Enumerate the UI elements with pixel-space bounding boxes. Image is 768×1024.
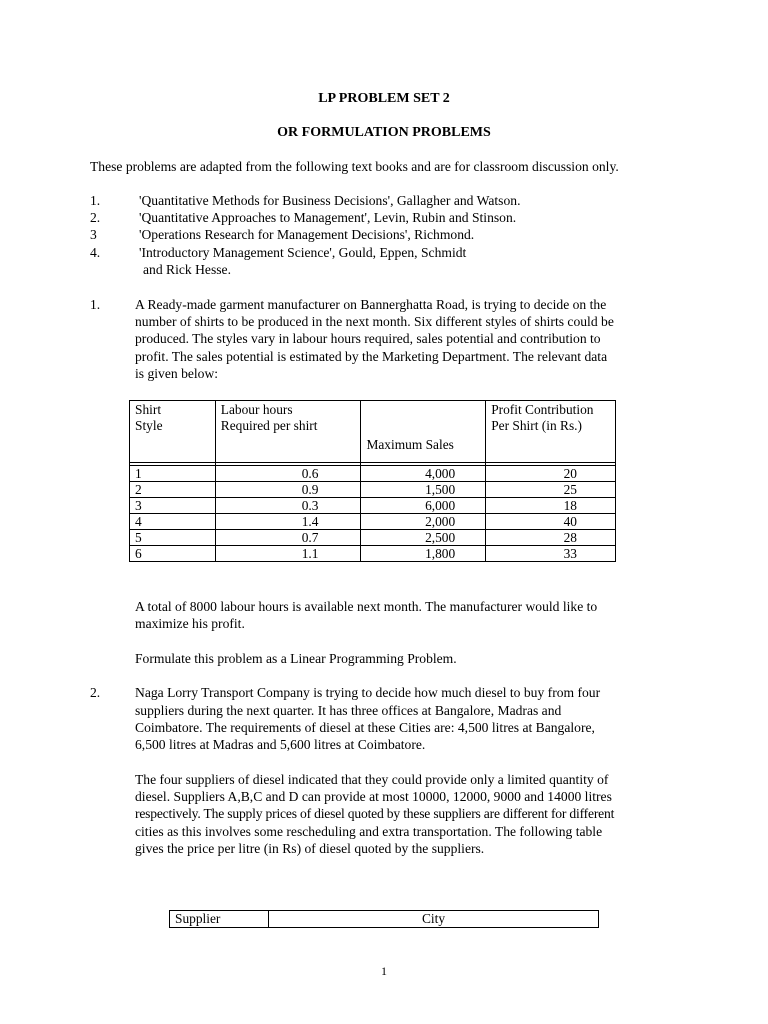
header-line: Shirt	[135, 402, 162, 417]
shirt-data-table	[129, 400, 616, 562]
cell-style: 4	[130, 514, 216, 530]
reference-number: 1.	[90, 193, 101, 208]
reference-number: 4.	[90, 245, 101, 260]
header-profit-contribution	[486, 401, 616, 463]
header-line: Profit Contribution	[491, 402, 594, 417]
header-line: Labour hours	[220, 402, 293, 417]
paragraph-line: cities as this involves some rescheduling and extra transportation. The following table	[135, 824, 603, 839]
reference-text: 'Quantitative Methods for Business Decisions', Gallagher and Watson.	[139, 193, 521, 208]
page-number: 1	[381, 964, 387, 978]
header-line: Per Shirt (in Rs.)	[491, 418, 582, 433]
paragraph-line: 6,500 litres at Madras and 5,600 litres at Coimbatore.	[135, 737, 426, 752]
table-row	[130, 482, 616, 498]
paragraph-line: number of shirts to be produced in the next month. Six different styles of shirts could be	[135, 314, 614, 329]
header-shirt-style	[130, 401, 216, 463]
cell-profit: 33	[486, 546, 616, 562]
reference-number: 3	[90, 227, 97, 242]
cell-sales: 6,000	[361, 498, 486, 514]
reference-text: 'Operations Research for Management Decisions', Richmond.	[139, 227, 475, 242]
cell-sales: 2,000	[361, 514, 486, 530]
reference-text: 'Quantitative Approaches to Management', Levin, Rubin and Stinson.	[139, 210, 517, 225]
header-maximum-sales	[361, 401, 486, 463]
intro-text: These problems are adapted from the following text books and are for classroom discussion only.	[90, 159, 619, 174]
header-line: Style	[135, 418, 163, 433]
paragraph-line: Naga Lorry Transport Company is trying to decide how much diesel to buy from four	[135, 685, 601, 700]
paragraph-line: A Ready-made garment manufacturer on Bannerghatta Road, is trying to decide on the	[135, 297, 607, 312]
paragraph-line: is given below:	[135, 366, 219, 381]
paragraph-line: produced. The styles vary in labour hours required, sales potential and contribution to	[135, 331, 601, 346]
header-line: Required per shirt	[220, 418, 318, 433]
cell-style: 2	[130, 482, 216, 498]
paragraph-line: diesel. Suppliers A,B,C and D can provide at most 10000, 12000, 9000 and 14000 litres	[135, 789, 612, 804]
cell-sales: 4,000	[361, 466, 486, 482]
reference-text: 'Introductory Management Science', Gould, Eppen, Schmidt	[139, 245, 467, 260]
diesel-price-table	[169, 910, 599, 928]
problem-number: 1.	[90, 297, 101, 312]
cell-profit: 20	[486, 466, 616, 482]
cell-labour: 1.4	[215, 514, 361, 530]
paragraph-line: profit. The sales potential is estimated by the Marketing Department. The relevant data	[135, 349, 608, 364]
cell-style: 6	[130, 546, 216, 562]
header-labour-hours	[215, 401, 361, 463]
header-city: City	[269, 911, 599, 928]
cell-sales: 2,500	[361, 530, 486, 546]
table-row	[130, 514, 616, 530]
cell-profit: 18	[486, 498, 616, 514]
paragraph-line: suppliers during the next quarter. It has three offices at Bangalore, Madras and	[135, 703, 562, 718]
reference-text-continued: and Rick Hesse.	[143, 262, 231, 277]
paragraph-line: Coimbatore. The requirements of diesel at these Cities are: 4,500 litres at Bangalore,	[135, 720, 595, 735]
paragraph-line: maximize his profit.	[135, 616, 245, 631]
cell-style: 5	[130, 530, 216, 546]
cell-style: 1	[130, 466, 216, 482]
page-title: LP PROBLEM SET 2	[318, 91, 450, 106]
reference-number: 2.	[90, 210, 101, 225]
header-line: Maximum Sales	[366, 437, 454, 452]
cell-sales: 1,500	[361, 482, 486, 498]
page-subtitle: OR FORMULATION PROBLEMS	[277, 125, 491, 140]
cell-labour: 0.9	[215, 482, 361, 498]
cell-labour: 0.6	[215, 466, 361, 482]
table-row	[130, 546, 616, 562]
cell-profit: 25	[486, 482, 616, 498]
table-row	[130, 498, 616, 514]
cell-labour: 0.3	[215, 498, 361, 514]
table-header-row	[170, 911, 599, 928]
table-row	[130, 530, 616, 546]
cell-profit: 40	[486, 514, 616, 530]
cell-style: 3	[130, 498, 216, 514]
cell-sales: 1,800	[361, 546, 486, 562]
problem-number: 2.	[90, 685, 101, 700]
header-supplier: Supplier	[170, 911, 269, 928]
instruction-text: Formulate this problem as a Linear Programming Problem.	[135, 651, 457, 666]
paragraph-line: The four suppliers of diesel indicated that they could provide only a limited quantity of	[135, 772, 609, 787]
table-row	[130, 466, 616, 482]
cell-labour: 1.1	[215, 546, 361, 562]
table-header-row	[130, 401, 616, 463]
cell-labour: 0.7	[215, 530, 361, 546]
paragraph-line: A total of 8000 labour hours is available next month. The manufacturer would like to	[135, 599, 598, 614]
cell-profit: 28	[486, 530, 616, 546]
paragraph-line: respectively. The supply prices of diesel quoted by these suppliers are different for different	[135, 806, 615, 821]
paragraph-line: gives the price per litre (in Rs) of diesel quoted by the suppliers.	[135, 841, 485, 856]
